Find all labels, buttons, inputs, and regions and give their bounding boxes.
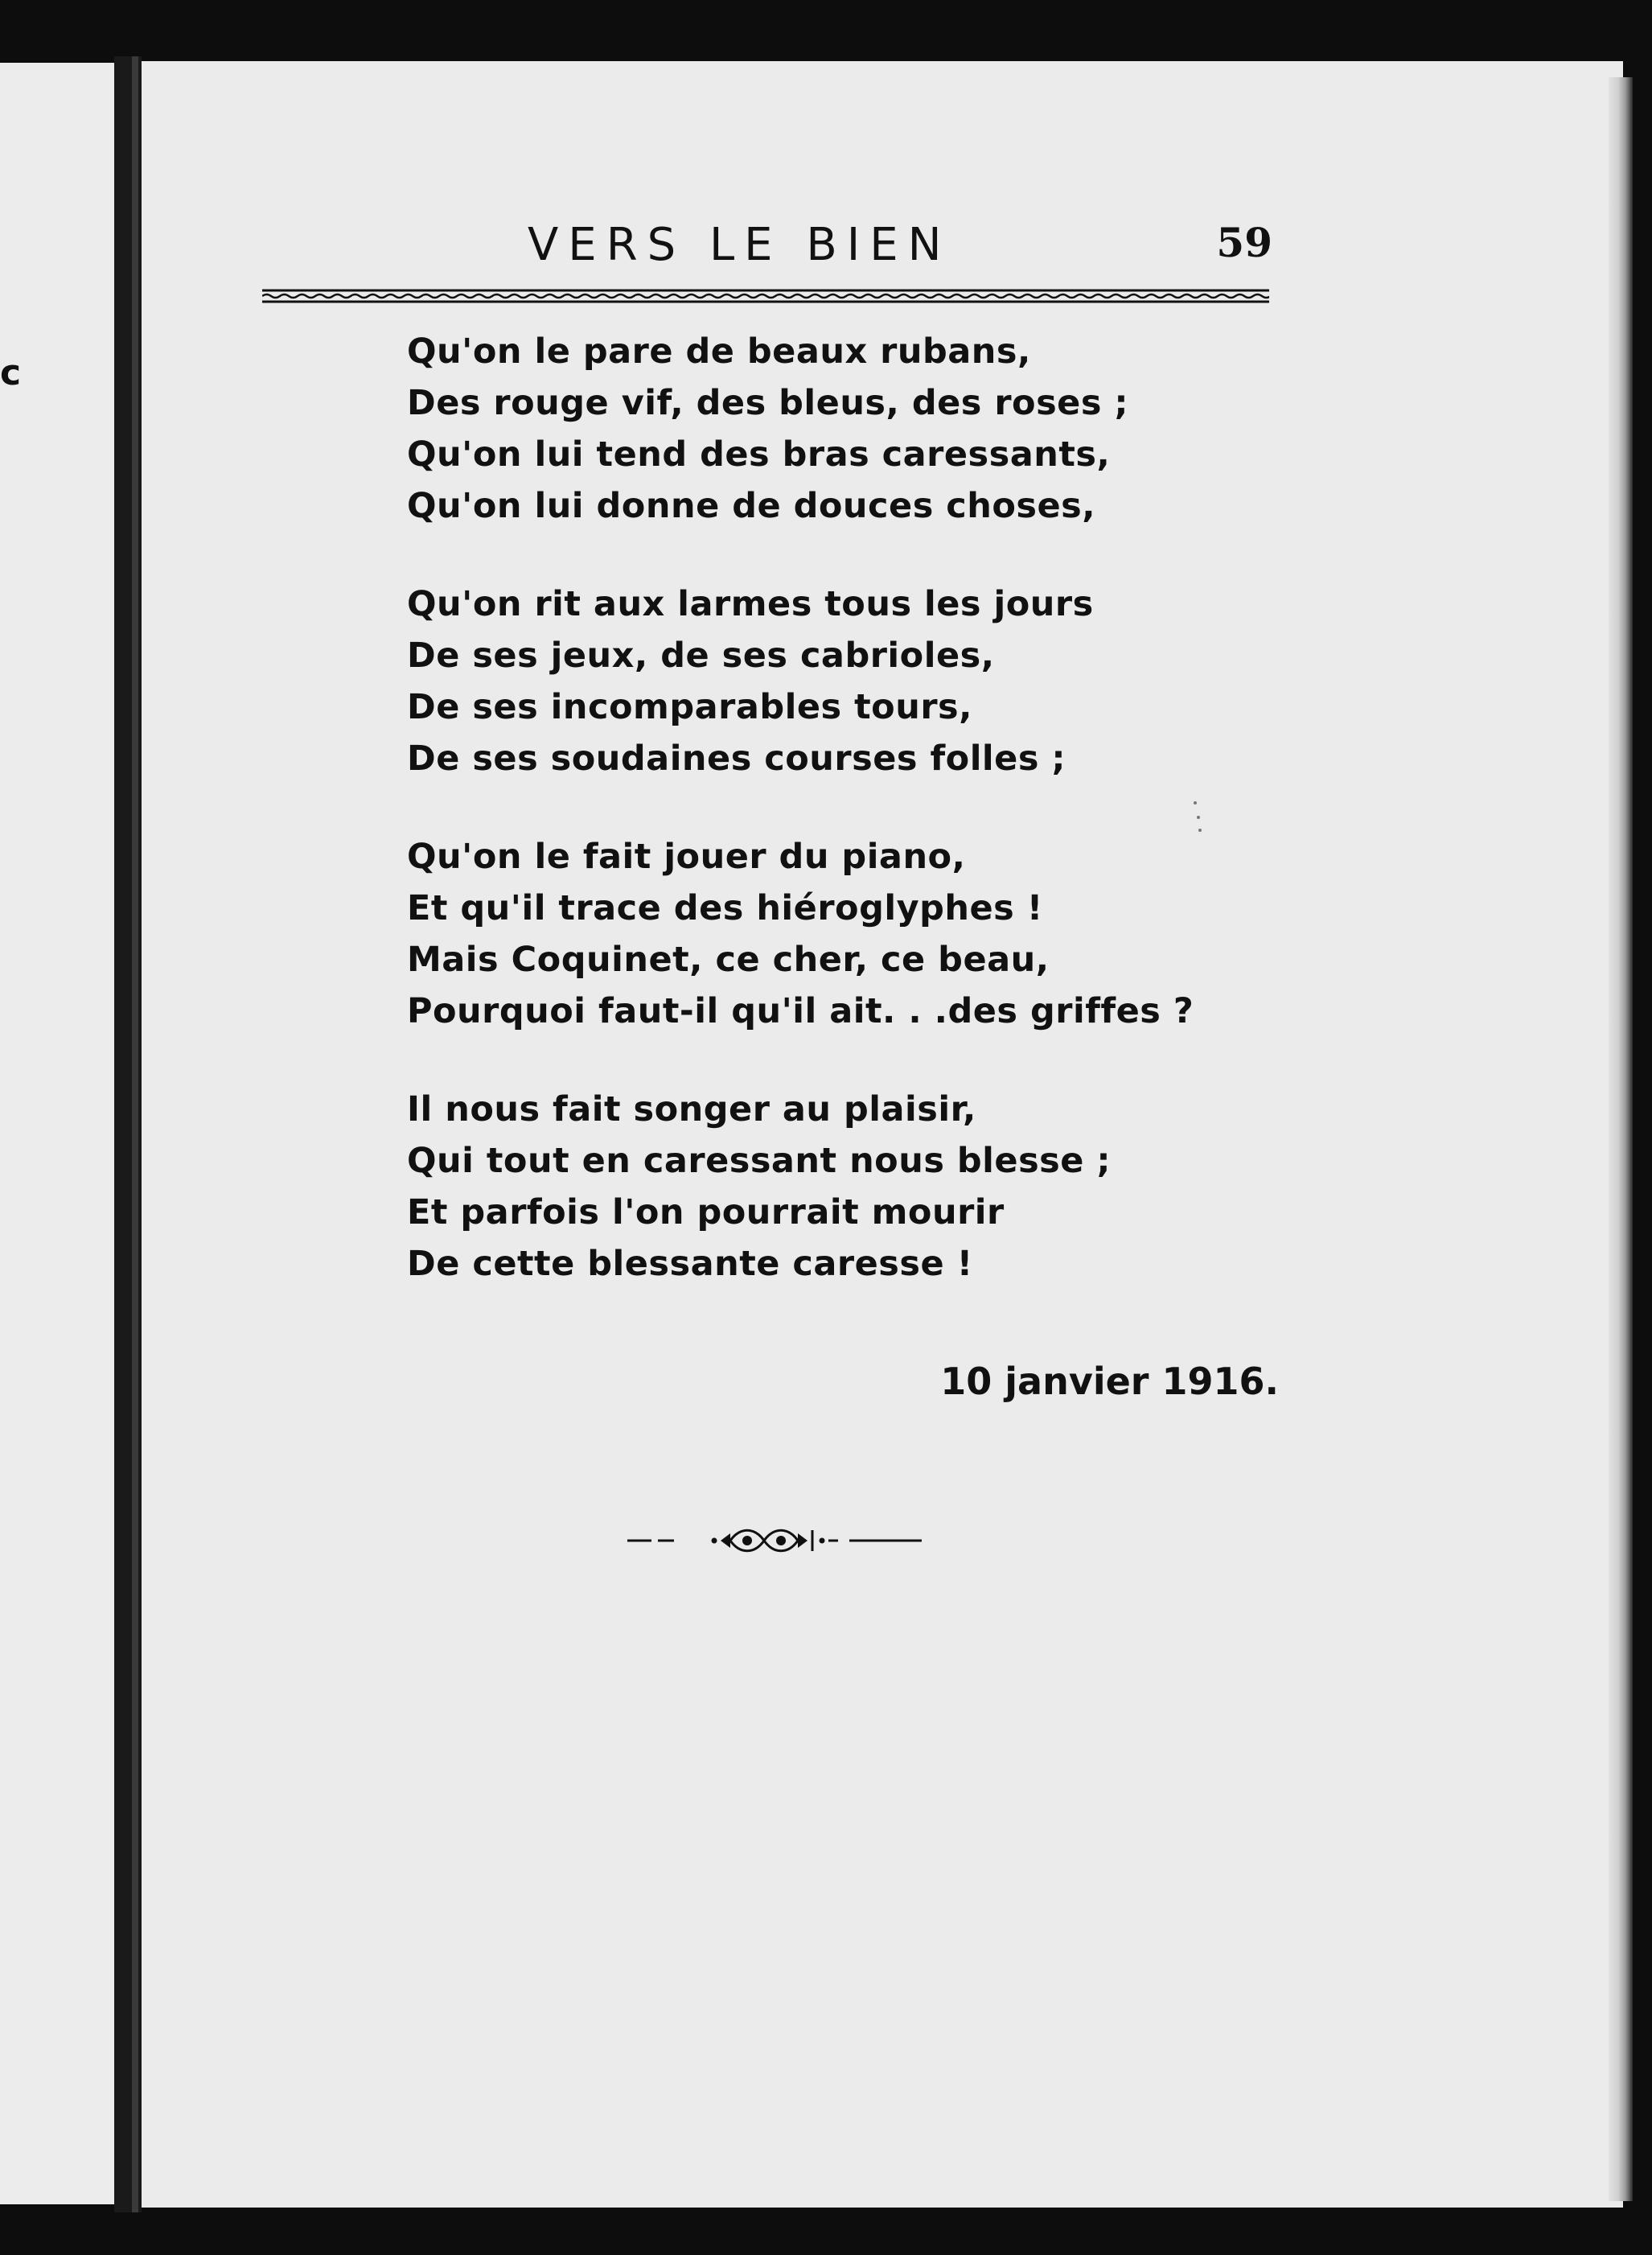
running-title: VERS LE BIEN — [528, 219, 951, 271]
poem-line: De ses incomparables tours, — [407, 687, 972, 727]
poem-line: Qu'on le fait jouer du piano, — [407, 837, 966, 877]
facing-page-edge — [0, 63, 114, 2204]
poem-date: 10 janvier 1916. — [940, 1360, 1279, 1403]
poem-line: Qui tout en caressant nous blesse ; — [407, 1141, 1112, 1181]
paper-speck — [1198, 829, 1202, 832]
poem-line: Qu'on rit aux larmes tous les jours — [407, 584, 1094, 624]
page-number: 59 — [1216, 219, 1272, 266]
stanza — [407, 1084, 1211, 1290]
fleuron-ornament-icon — [627, 1520, 922, 1561]
stanza — [407, 326, 1211, 532]
header-rule — [262, 288, 1269, 304]
poem-line: De ses soudaines courses folles ; — [407, 739, 1066, 779]
poem-line: Qu'on le pare de beaux rubans, — [407, 331, 1031, 372]
double-wavy-rule-icon — [262, 288, 1269, 304]
poem — [407, 326, 1211, 1336]
page-right-edge — [1609, 77, 1633, 2201]
poem-line: De ses jeux, de ses cabrioles, — [407, 636, 995, 676]
gutter-line — [132, 56, 138, 2212]
poem-line: Et parfois l'on pourrait mourir — [407, 1192, 1005, 1232]
stanza — [407, 578, 1211, 784]
poem-line: Qu'on lui donne de douces choses, — [407, 486, 1096, 526]
poem-line: De cette blessante caresse ! — [407, 1244, 973, 1284]
poem-line: Il nous fait songer au plaisir, — [407, 1089, 976, 1130]
poem-line: Mais Coquinet, ce cher, ce beau, — [407, 940, 1050, 980]
poem-line: Et qu'il trace des hiéroglyphes ! — [407, 888, 1043, 928]
stanza — [407, 831, 1211, 1037]
poem-line: Qu'on lui tend des bras caressants, — [407, 434, 1111, 475]
running-head — [262, 219, 1272, 283]
facing-page-text-fragment: c — [0, 352, 22, 393]
poem-line: Pourquoi faut-il qu'il ait. . .des griffes ? — [407, 991, 1194, 1031]
paper-speck — [1197, 816, 1200, 819]
poem-line: Des rouge vif, des bleus, des roses ; — [407, 383, 1129, 423]
paper-speck — [1194, 801, 1197, 804]
